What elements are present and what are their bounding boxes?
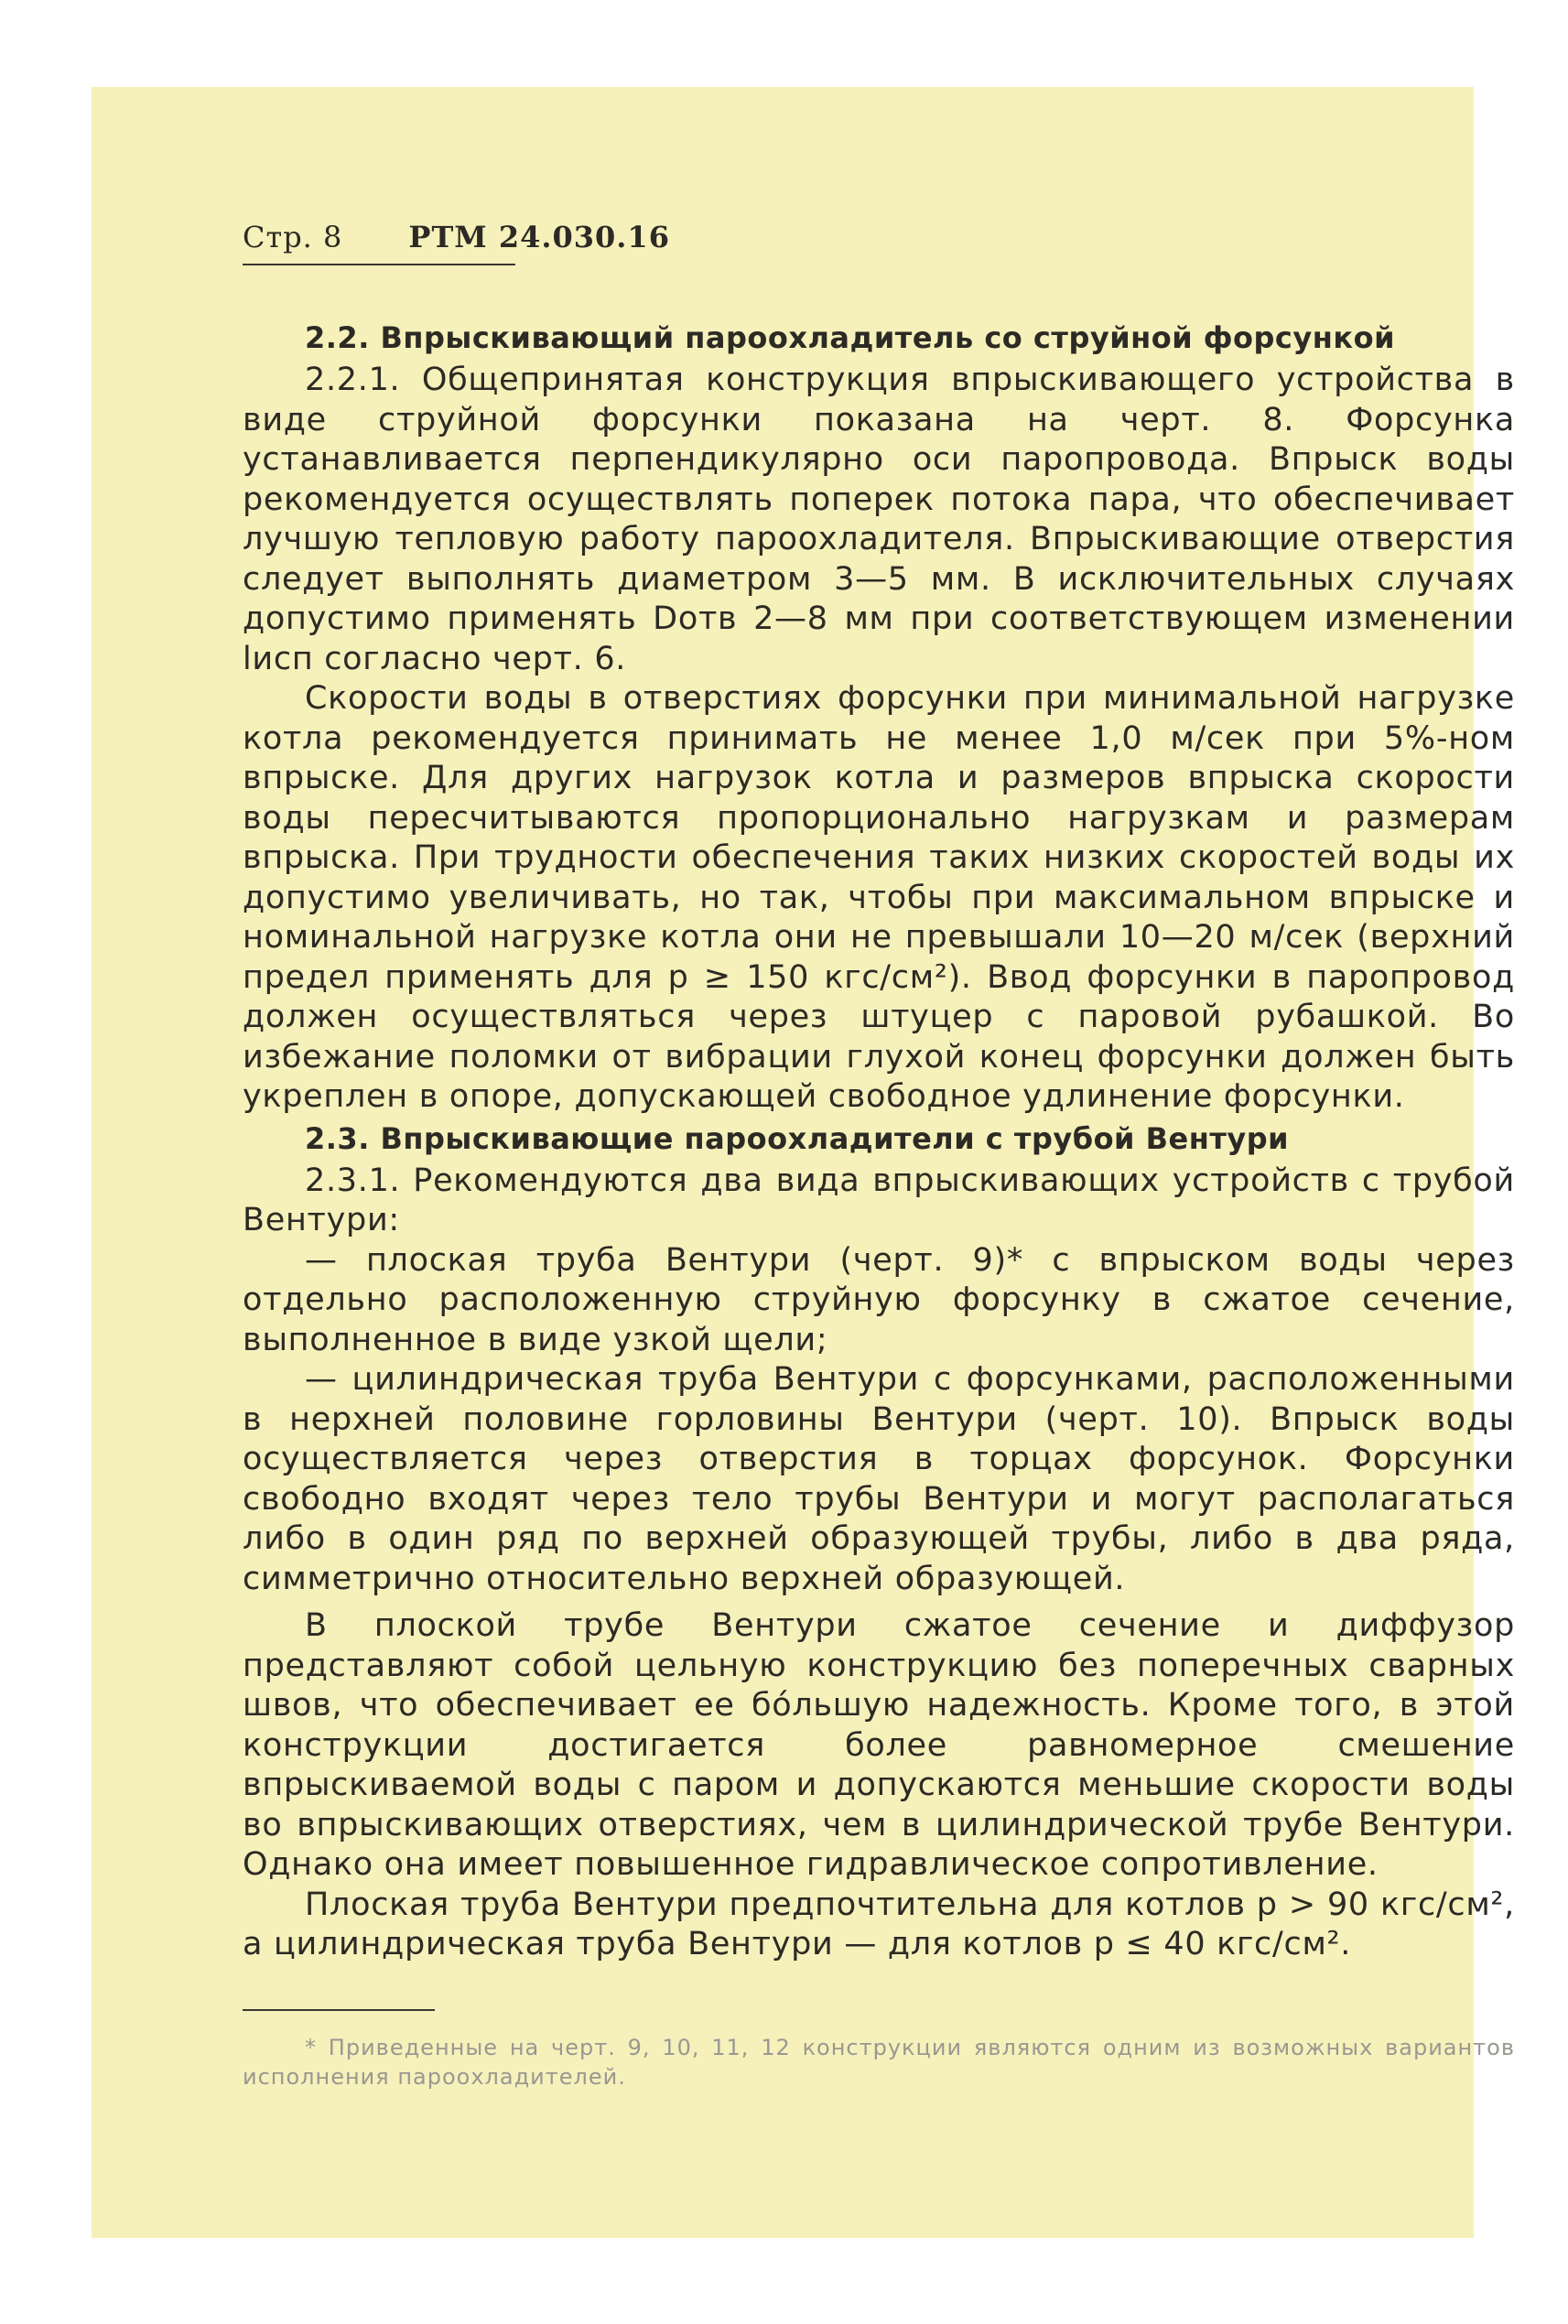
flat-venturi-item: — плоская труба Вентури (черт. 9)* с впрыском воды через отдельно расположенную струйную форсунку в сжатое сечение, выполненное в виде узкой щели; (243, 1241, 1515, 1358)
water-velocity-paragraph: Скорости воды в отверстиях форсунки при минимальной нагрузке котла рекомендуется принимать не менее 1,0 м/сек при 5%-ном впрыске. Для других нагрузок котла и размеров впрыска скорости воды пересчитываются пропорционально нагрузкам и размерам впрыска. При трудности обеспечения таких низких скоростей воды их допустимо увеличивать, но так, чтобы при максимальном впрыске и номинальной нагрузке котла они не превышали 10—20 м/сек (верхний предел применять для p ≥ 150 кгс/см²). Ввод форсунки в паропровод должен осуществляться через штуцер с паровой рубашкой. Во избежание поломки от вибрации глухой конец форсунки должен быть укреплен в опоре, допускающей свободное удлинение форсунки. (243, 680, 1515, 1115)
document-page (92, 87, 1515, 2238)
section-2-2-1-paragraph: 2.2.1. Общепринятая конструкция впрыскивающего устройства в виде струйной форсунки показана на черт. 8. Форсунка устанавливается перпендикулярно оси паропровода. Впрыск воды рекомендуется осуществлять поперек потока пара, что обеспечивает лучшую тепловую работу пароохладителя. Впрыскивающие отверстия следует выполнять диаметром 3—5 мм. В исключительных случаях допустимо применять Dотв 2—8 мм при соответствующем изменении lисп согласно черт. 6. (243, 362, 1515, 677)
section-2-3-1-paragraph: 2.3.1. Рекомендуются два вида впрыскивающих устройств с трубой Вентури: (243, 1162, 1515, 1238)
footnote: * Приведенные на черт. 9, 10, 11, 12 конструкции являются одним из возможных вариантов исполнения пароохладителей. (243, 2034, 1515, 2090)
section-2-2-heading: 2.2. Впрыскивающий пароохладитель со струйной форсункой (305, 320, 1395, 355)
footnote-divider (243, 2009, 435, 2011)
comparison-paragraph: В плоской трубе Вентури сжатое сечение и диффузор представляют собой цельную конструкцию без поперечных сварных швов, что обеспечивает ее бóльшую надежность. Кроме того, в этой конструкции достигается более равномерное смешение впрыскиваемой воды с паром и допускаются меньшие скорости воды во впрыскивающих отверстиях, чем в цилиндрической трубе Вентури. Однако она имеет повышенное гидравлическое сопротивление. (243, 1607, 1515, 1883)
page-number: Стр. 8 (243, 220, 343, 254)
section-2-3-heading: 2.3. Впрыскивающие пароохладители с трубой Вентури (305, 1120, 1290, 1156)
recommendation-paragraph: Плоская труба Вентури предпочтительна для котлов p > 90 кгс/см², а цилиндрическая труба Вентури — для котлов p ≤ 40 кгс/см². (243, 1886, 1515, 1962)
running-head (243, 220, 670, 265)
document-code: РТМ 24.030.16 (408, 220, 670, 254)
cylindrical-venturi-item: — цилиндрическая труба Вентури с форсунками, расположенными в нерхней половине горловины Вентури (черт. 10). Впрыск воды осуществляется через отверстия в торцах форсунок. Форсунки свободно входят через тело трубы Вентури и могут располагаться либо в один ряд по верхней образующей трубы, либо в два ряда, симметрично относительно верхней образующей. (243, 1361, 1515, 1597)
page-content (243, 220, 1515, 2092)
